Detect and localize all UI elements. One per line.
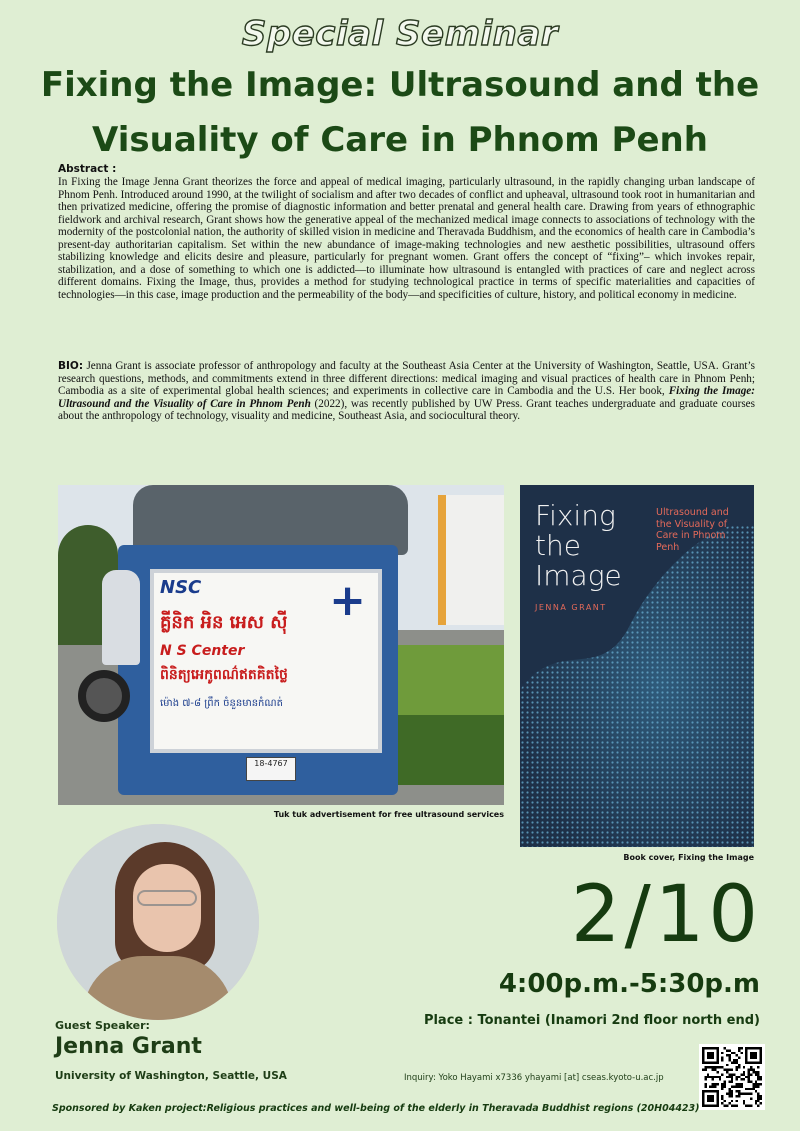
qr-code-icon: [702, 1047, 762, 1107]
sign-khmer-hours: ម៉ោង ៧-៨ ព្រឹក ចំនួនមានកំណត់: [160, 698, 283, 709]
bio-label: BIO:: [58, 360, 84, 372]
book-subtitle: Ultrasound and the Visuality of Care in Phnom Penh: [656, 507, 729, 553]
abstract-text: In Fixing the Image Jenna Grant theorizes the force and appeal of medical imaging, particularly ultrasound, in the rapidly changing urban landscape of Phnom Penh. Introduced around 1990, at the twilight of socialism and after two decades of conflict and upheaval, ultrasound took root in humanitarian and then privatized medicine, offering the promise of diagnostic information and better prenatal and general health care. Drawing from years of ethnographic fieldwork and archival research, Grant shows how the generative appeal of the mechanized medical image connects to associations of technology with the modernity of the postcolonial nation, the authority of skilled vision in medicine and Theravada Buddhism, and the economics of health care in Cambodia’s present-day authoritarian capitalism. Set within the new abundance of image-making technologies and new aesthetic possibilities, ultrasound offers stabilizing knowledge and elicits desire and pleasure, particularly for pregnant women. Grant offers the concept of “fixing”– which invokes repair, stabilization, and a dose of something to which one is addicted—to illuminate how ultrasound is entangled with practices of care and neglect across different domains. Fixing the Image, thus, provides a method for studying technological practice in terms of specific materialities and capacities of technologies—in this case, image production and the permeability of the body—and specificities of culture, history, and political economy in medicine.: [58, 176, 755, 301]
guest-speaker-affiliation: University of Washington, Seattle, USA: [55, 1070, 287, 1082]
sign-logo: NSC: [160, 577, 202, 598]
motorbike-rider: [102, 570, 140, 665]
photo-caption: Tuk tuk advertisement for free ultrasound services: [273, 810, 504, 819]
book-cover: [520, 485, 754, 847]
qr-code[interactable]: [699, 1044, 765, 1110]
ultrasound-ad-sign: [150, 569, 382, 753]
sponsor-line: Sponsored by Kaken project:Religious practices and well-being of the elderly in Theravada Buddhist regions (20H04423): [52, 1103, 700, 1114]
book-author: JENNA GRANT: [535, 603, 607, 612]
event-place: Place : Tonantei (Inamori 2nd floor north end): [423, 1013, 760, 1028]
sign-khmer-clinic: គ្លីនិក អិន អេស ស៊ី: [160, 612, 288, 633]
medical-cross-icon: +: [329, 575, 366, 626]
sign-khmer-service: ពិនិត្យអេកូពណ៌ឥតគិតថ្លៃ: [160, 667, 288, 683]
motorbike-wheel: [78, 670, 130, 722]
poster-title: Fixing the Image: Ultrasound and the Visuality of Care in Phnom Penh: [40, 65, 760, 160]
speaker-portrait: [57, 824, 259, 1020]
book-title: Fixing the Image: [535, 499, 622, 592]
bio-paragraph: [58, 360, 755, 423]
bio-book-title: Fixing the Image: Ultrasound and the Visuality of Care in Phnom Penh: [58, 385, 755, 410]
license-plate: 18-4767: [246, 757, 296, 781]
poster-kicker: Special Seminar: [241, 14, 559, 54]
event-date: 2/10: [570, 870, 762, 960]
book-caption: Book cover, Fixing the Image: [623, 853, 754, 862]
inquiry-contact: Inquiry: Yoko Hayami x7336 yhayami [at] cseas.kyoto-u.ac.jp: [404, 1073, 664, 1083]
tuk-tuk-photo: [58, 485, 504, 805]
portrait-face: [133, 864, 201, 952]
sign-center-name: N S Center: [160, 643, 245, 659]
portrait-glasses: [137, 890, 197, 906]
bio-text-before: Jenna Grant is associate professor of anthropology and faculty at the Southeast Asia Center at the University of Washington, Seattle, USA. Grant’s research questions, methods, and commitments extend in three different directions: medical imaging and visual practices of health care in Phnom Penh; Cambodia as a site of experimental global health sciences; and experiments in collective care in Cambodia and the U.S. Her book,: [58, 360, 755, 397]
bio-text-after: (2022), was recently published by UW Press. Grant teaches undergraduate and graduate courses about the anthropology of technology, visuality and medicine, Southeast Asia, and sociocultural theory.: [58, 397, 756, 422]
abstract-label: Abstract :: [58, 163, 117, 175]
guest-speaker-label: Guest Speaker:: [55, 1019, 150, 1032]
event-time: 4:00p.m.-5:30p.m: [498, 969, 760, 999]
guest-speaker-name: Jenna Grant: [55, 1034, 202, 1059]
photo-building: [438, 495, 504, 625]
